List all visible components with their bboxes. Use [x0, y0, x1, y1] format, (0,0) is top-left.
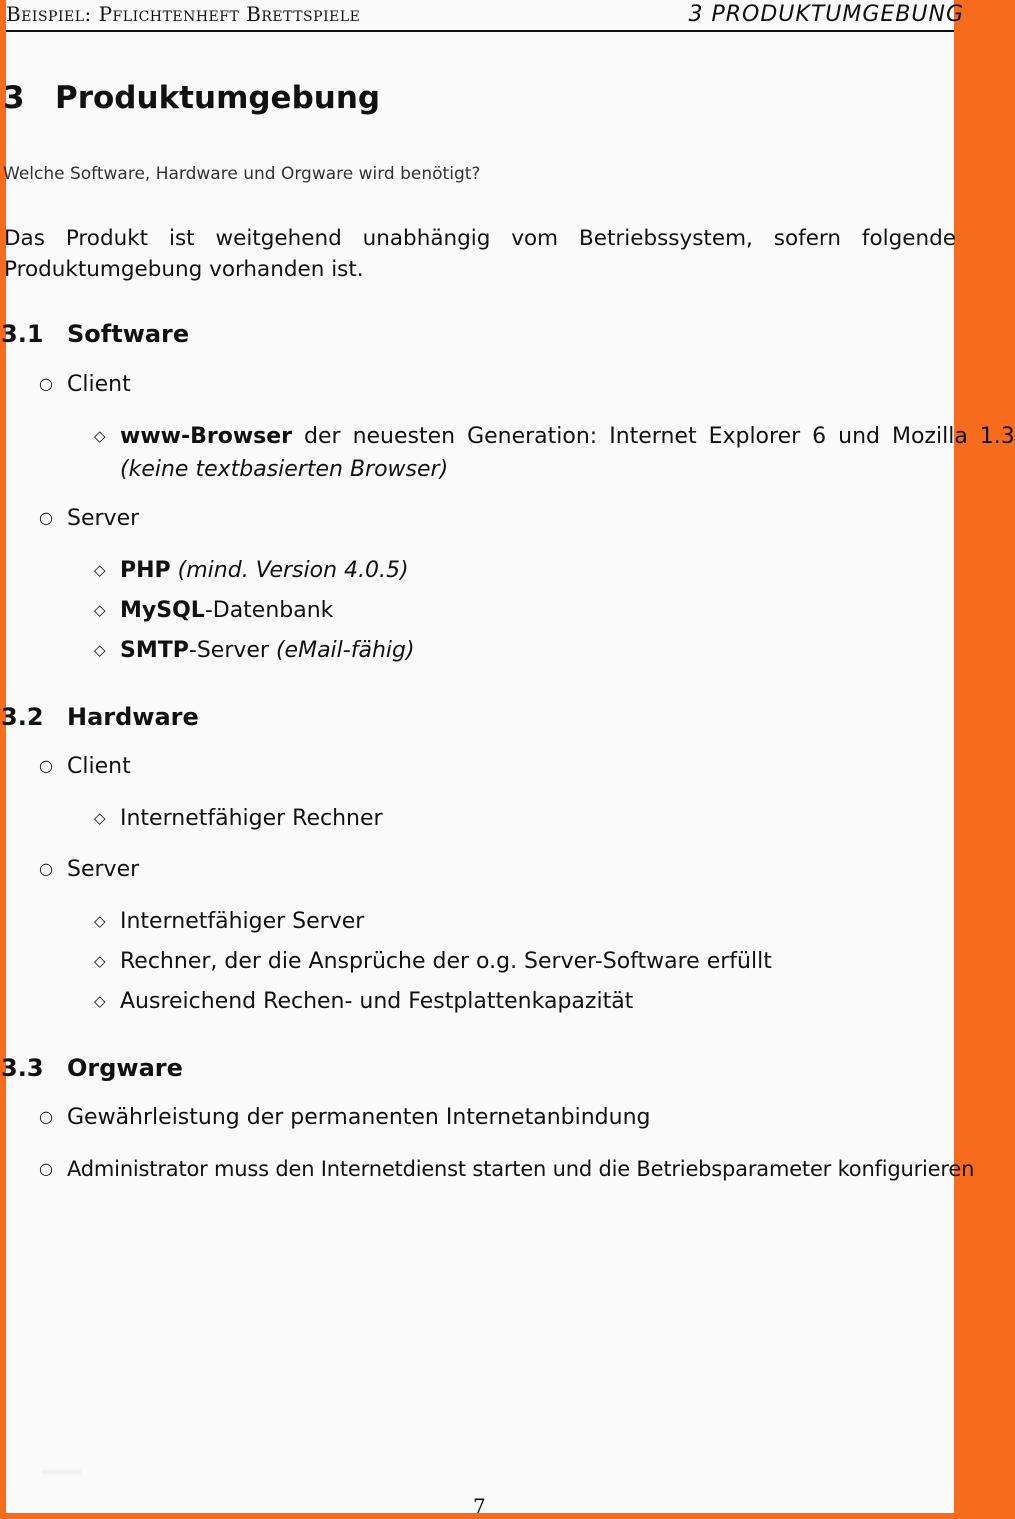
list-item-text: Ausreichend Rechen- und Festplattenkapazität — [120, 989, 634, 1014]
page-number: 7 — [473, 1494, 486, 1518]
subsection-number: 3.1 — [1, 320, 44, 348]
list-item — [94, 986, 633, 1019]
php-version: (mind. Version 4.0.5) — [177, 558, 409, 583]
running-header-left: Beispiel: Pflichtenheft Brettspiele — [6, 2, 361, 26]
circle-bullet-icon: ○ — [39, 1107, 53, 1126]
list-item — [39, 857, 139, 882]
diamond-bullet-icon: ◇ — [94, 992, 106, 1010]
circle-bullet-icon: ○ — [39, 508, 53, 527]
subsection-heading-software — [1, 320, 189, 348]
list-item-label: Server — [67, 506, 140, 531]
subsection-heading-hardware — [1, 703, 199, 731]
mysql-text: -Datenbank — [204, 598, 334, 623]
list-item — [39, 754, 131, 779]
subsection-number: 3.2 — [1, 703, 44, 731]
list-item-text: Administrator muss den Internetdienst starten und die Betriebsparameter konfigurieren — [67, 1157, 975, 1181]
running-header-right: 3 PRODUKTUMGEBUNG — [688, 2, 964, 27]
section-number: 3 — [3, 80, 25, 116]
smtp-note: (eMail-fähig) — [275, 638, 415, 663]
diamond-bullet-icon: ◇ — [94, 952, 106, 970]
list-item-label: Client — [67, 372, 131, 397]
list-item-text: Internetfähiger Server — [120, 909, 365, 934]
circle-bullet-icon: ○ — [39, 859, 53, 878]
list-item-text: Gewährleistung der permanenten Internetanbindung — [67, 1105, 651, 1130]
browser-note: (keine textbasierten Browser) — [120, 457, 449, 482]
list-item — [94, 946, 772, 979]
subsection-heading-orgware — [1, 1054, 183, 1082]
header-rule — [6, 30, 954, 32]
list-item-text: Internetfähiger Rechner — [120, 806, 383, 831]
diamond-bullet-icon: ◇ — [94, 641, 106, 659]
diamond-bullet-icon: ◇ — [94, 427, 106, 445]
document-page — [1, 0, 1015, 1518]
diamond-bullet-icon: ◇ — [94, 912, 106, 930]
list-item — [94, 595, 333, 628]
section-heading — [3, 80, 380, 116]
smtp-bold: SMTP — [120, 638, 189, 663]
subsection-title: Software — [67, 320, 190, 348]
intro-paragraph: Das Produkt ist weitgehend unabhängig vom Betriebssystem, sofern folgende Produktumgebung vorhanden ist. — [4, 226, 956, 282]
php-bold: PHP — [120, 558, 171, 583]
list-item — [94, 555, 409, 588]
subsection-title: Orgware — [67, 1054, 183, 1082]
list-item — [94, 421, 1015, 485]
section-title: Produktumgebung — [55, 80, 381, 116]
browser-text: der neuesten Generation: Internet Explorer 6 und Mozilla 1.3 — [292, 424, 1015, 449]
diamond-bullet-icon: ◇ — [94, 601, 106, 619]
list-item — [94, 906, 364, 939]
list-item — [39, 372, 131, 397]
circle-bullet-icon: ○ — [39, 374, 53, 393]
mysql-bold: MySQL — [120, 598, 205, 623]
diamond-bullet-icon: ◇ — [94, 561, 106, 579]
smtp-text: -Server — [188, 638, 269, 663]
list-item — [94, 803, 383, 836]
faint-mark — [41, 1470, 81, 1474]
list-item-text: Rechner, der die Ansprüche der o.g. Server-Software erfüllt — [120, 949, 772, 974]
section-lead: Welche Software, Hardware und Orgware wird benötigt? — [3, 164, 481, 184]
circle-bullet-icon: ○ — [39, 756, 53, 775]
diamond-bullet-icon: ◇ — [94, 809, 106, 827]
browser-bold: www-Browser — [120, 424, 293, 449]
subsection-title: Hardware — [67, 703, 199, 731]
list-item — [39, 506, 139, 531]
list-item — [39, 1105, 650, 1130]
circle-bullet-icon: ○ — [39, 1159, 53, 1178]
list-item — [94, 635, 415, 668]
list-item — [39, 1157, 974, 1181]
list-item-label: Client — [67, 754, 131, 779]
subsection-number: 3.3 — [1, 1054, 44, 1082]
list-item-label: Server — [67, 857, 140, 882]
